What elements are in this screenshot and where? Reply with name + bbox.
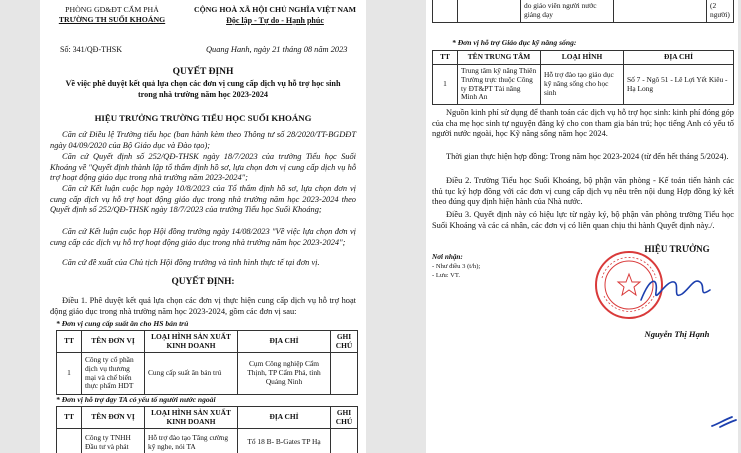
cell-business: Cung cấp suất ăn bán trú bbox=[145, 353, 238, 395]
place-date: Quang Hanh, ngày 21 tháng 08 năm 2023 bbox=[206, 45, 348, 54]
contract-period: Thời gian thực hiện hợp đồng: Trong năm học 2023-2024 (từ đến hết tháng 5/2024). bbox=[446, 152, 729, 161]
basis-4: Căn cứ Kết luận cuộc họp Hội đồng trường ngày 14/08/2023 "Về việc lựa chọn đơn vị cung cấp các dịch vụ hỗ trợ hoạt động giáo dục trong nhà trường năm học 2023-2024"; bbox=[50, 227, 356, 247]
group-3-label: * Đơn vị hỗ trợ Giáo dục kỹ năng sống: bbox=[452, 38, 577, 47]
basis-3: Căn cứ Kết luận cuộc họp ngày 10/8/2023 của Tổ thẩm định hồ sơ, lựa chọn đơn vị cung cấp dịch vụ hỗ trợ hoạt động giáo dục trong nhà trường năm học 2023-2024 theo Quyết định số 252/QĐ-THSK ngày 18/7/2023 của trường Tiểu học Suối Khoáng; bbox=[50, 184, 356, 215]
funding-paragraph: Nguồn kinh phí sử dụng để thanh toán các dịch vụ hỗ trợ học sinh: kinh phí đóng góp của cha mẹ học sinh tự nguyện đăng ký cho con tham gia bán trú; học tiếng Anh có yếu tố người nước ngoài, học Kỹ năng sống năm học 2024. bbox=[432, 108, 734, 139]
table-row bbox=[433, 0, 734, 23]
table-row bbox=[433, 65, 734, 105]
col-note: GHI CHÚ bbox=[331, 331, 358, 353]
header-school: TRƯỜNG TH SUỐI KHOÁNG bbox=[58, 15, 166, 24]
cell-business: Hỗ trợ đào tạo Tăng cường kỹ nghe, nói TA bbox=[145, 429, 238, 453]
basis-5: Căn cứ đề xuất của Chủ tịch Hội đồng trường và tình hình thực tế tại đơn vị. bbox=[62, 258, 320, 267]
signature-scribble-icon bbox=[636, 270, 716, 310]
cell-address: Cụm Công nghiệp Cẩm Thịnh, TP Cẩm Phả, tỉnh Quảng Ninh bbox=[238, 353, 331, 395]
article-3: Điều 3. Quyết định này có hiệu lực từ ngày ký, bộ phận văn phòng trường Tiểu học Suối Khoáng và các cá nhân, các đơn vị có liên quan chịu thi hành Quyết định này./. bbox=[432, 210, 734, 230]
col-address: ĐỊA CHỈ bbox=[238, 331, 331, 353]
col-note: GHI CHÚ bbox=[331, 407, 358, 429]
cell-address bbox=[614, 0, 707, 23]
signature-title: HIỆU TRƯỞNG bbox=[644, 244, 710, 254]
cell-unit: Công ty cổ phần dịch vụ thương mại và chế biến thực phẩm HDT bbox=[82, 353, 145, 395]
left-gutter bbox=[0, 0, 40, 453]
col-center: TÊN TRUNG TÂM bbox=[458, 51, 541, 65]
table-row bbox=[57, 429, 358, 453]
cell-center: Trung tâm kỹ năng Thiên Trường trực thuộc Công ty ĐT&PT Tài năng Minh An bbox=[458, 65, 541, 105]
col-tt: TT bbox=[433, 51, 458, 65]
cell-note bbox=[331, 353, 358, 395]
cell-tt bbox=[57, 429, 82, 453]
cell-type: Hỗ trợ đào tạo giáo dục kỹ năng sống cho học sinh bbox=[541, 65, 624, 105]
recipients-label: Nơi nhận: bbox=[432, 253, 463, 261]
doc-number: Số: 341/QĐ-THSK bbox=[60, 45, 123, 54]
table-lifeskills bbox=[432, 50, 734, 105]
recipient-item: - Lưu: VT. bbox=[432, 272, 461, 279]
document-page-left bbox=[40, 0, 366, 453]
col-address: ĐỊA CHỈ bbox=[238, 407, 331, 429]
article-1: Điều 1. Phê duyệt kết quả lựa chọn các đơn vị thực hiện cung cấp dịch vụ hỗ trợ hoạt động giáo dục trong nhà trường năm học 2023-2024, gồm các đơn vị sau: bbox=[50, 296, 356, 316]
subject-line-2: trong nhà trường năm học 2023-2024 bbox=[137, 90, 269, 99]
cell-unit: Công ty TNHH Đầu tư và phát bbox=[82, 429, 145, 453]
middle-gutter bbox=[366, 0, 426, 453]
article-2: Điều 2. Trường Tiểu học Suối Khoáng, bộ phận văn phòng - Kế toán tiến hành các thủ tục ký hợp đồng với các đơn vị cung cấp dịch vụ nêu trên nội dung Hợp đồng ký kết theo đúng quy định hiện hành của Nhà nước. bbox=[432, 176, 734, 207]
col-business: LOẠI HÌNH SẢN XUẤT KINH DOANH bbox=[145, 331, 238, 353]
table-catering bbox=[56, 330, 358, 395]
pen-mark-icon bbox=[710, 414, 738, 430]
basis-1: Căn cứ Điều lệ Trường tiểu học (ban hành kèm theo Thông tư số 28/2020/TT-BGDĐT ngày 04/09/2020 của Bộ Giáo dục và Đào tạo); bbox=[50, 130, 356, 150]
group-1-label: * Đơn vị cung cấp suất ăn cho HS bán trú bbox=[56, 319, 189, 328]
col-tt: TT bbox=[57, 331, 82, 353]
document-page-right bbox=[426, 0, 738, 453]
table-english bbox=[56, 406, 358, 453]
table-english-continued bbox=[432, 0, 734, 23]
col-type: LOẠI HÌNH bbox=[541, 51, 624, 65]
cell-note bbox=[331, 429, 358, 453]
cell-note: (2 người) bbox=[707, 0, 734, 23]
table-header-row bbox=[57, 407, 358, 429]
header-dept: PHÒNG GD&ĐT CẨM PHẢ bbox=[65, 5, 159, 14]
cell-business: do giáo viên người nước giảng dạy bbox=[521, 0, 614, 23]
decision-title: QUYẾT ĐỊNH bbox=[172, 67, 234, 77]
subject-line-1: Về việc phê duyệt kết quả lựa chọn các đơn vị cung cấp dịch vụ hỗ trợ học sinh bbox=[65, 79, 341, 88]
col-unit: TÊN ĐƠN VỊ bbox=[82, 331, 145, 353]
decision-heading: QUYẾT ĐỊNH: bbox=[171, 277, 235, 287]
table-header-row bbox=[433, 51, 734, 65]
signer-name: Nguyễn Thị Hạnh bbox=[644, 329, 710, 339]
basis-2: Căn cứ Quyết định số 252/QĐ-THSK ngày 18/7/2023 của trường Tiểu học Suối Khoáng về "Quyết định thành lập tổ thẩm định hồ sơ, lựa chọn đơn vị cung cấp dịch vụ hỗ trợ hoạt động giáo dục trong nhà trường năm 2023-2024"; bbox=[50, 152, 356, 183]
cell-address: Tổ 18 B- B-Gates TP Hạ bbox=[238, 429, 331, 453]
recipient-item: - Như điều 3 (t/h); bbox=[432, 263, 481, 270]
header-motto: Độc lập - Tự do - Hạnh phúc bbox=[226, 16, 324, 25]
header-nation: CỘNG HOÀ XÃ HỘI CHỦ NGHĨA VIỆT NAM bbox=[194, 5, 356, 14]
cell-address: Số 7 - Ngõ 51 - Lê Lợi Yết Kiêu - Hạ Long bbox=[624, 65, 734, 105]
group-2-label: * Đơn vị hỗ trợ dạy TA có yếu tố người nước ngoài bbox=[56, 395, 216, 404]
authority: HIỆU TRƯỞNG TRƯỜNG TIỂU HỌC SUỐI KHOÁNG bbox=[94, 113, 312, 123]
col-tt: TT bbox=[57, 407, 82, 429]
col-address: ĐỊA CHỈ bbox=[624, 51, 734, 65]
table-header-row bbox=[57, 331, 358, 353]
col-business: LOẠI HÌNH SẢN XUẤT KINH DOANH bbox=[145, 407, 238, 429]
cell-tt: 1 bbox=[57, 353, 82, 395]
col-unit: TÊN ĐƠN VỊ bbox=[82, 407, 145, 429]
cell-tt bbox=[433, 0, 458, 23]
cell-tt: 1 bbox=[433, 65, 458, 105]
table-row bbox=[57, 353, 358, 395]
cell-unit bbox=[458, 0, 521, 23]
